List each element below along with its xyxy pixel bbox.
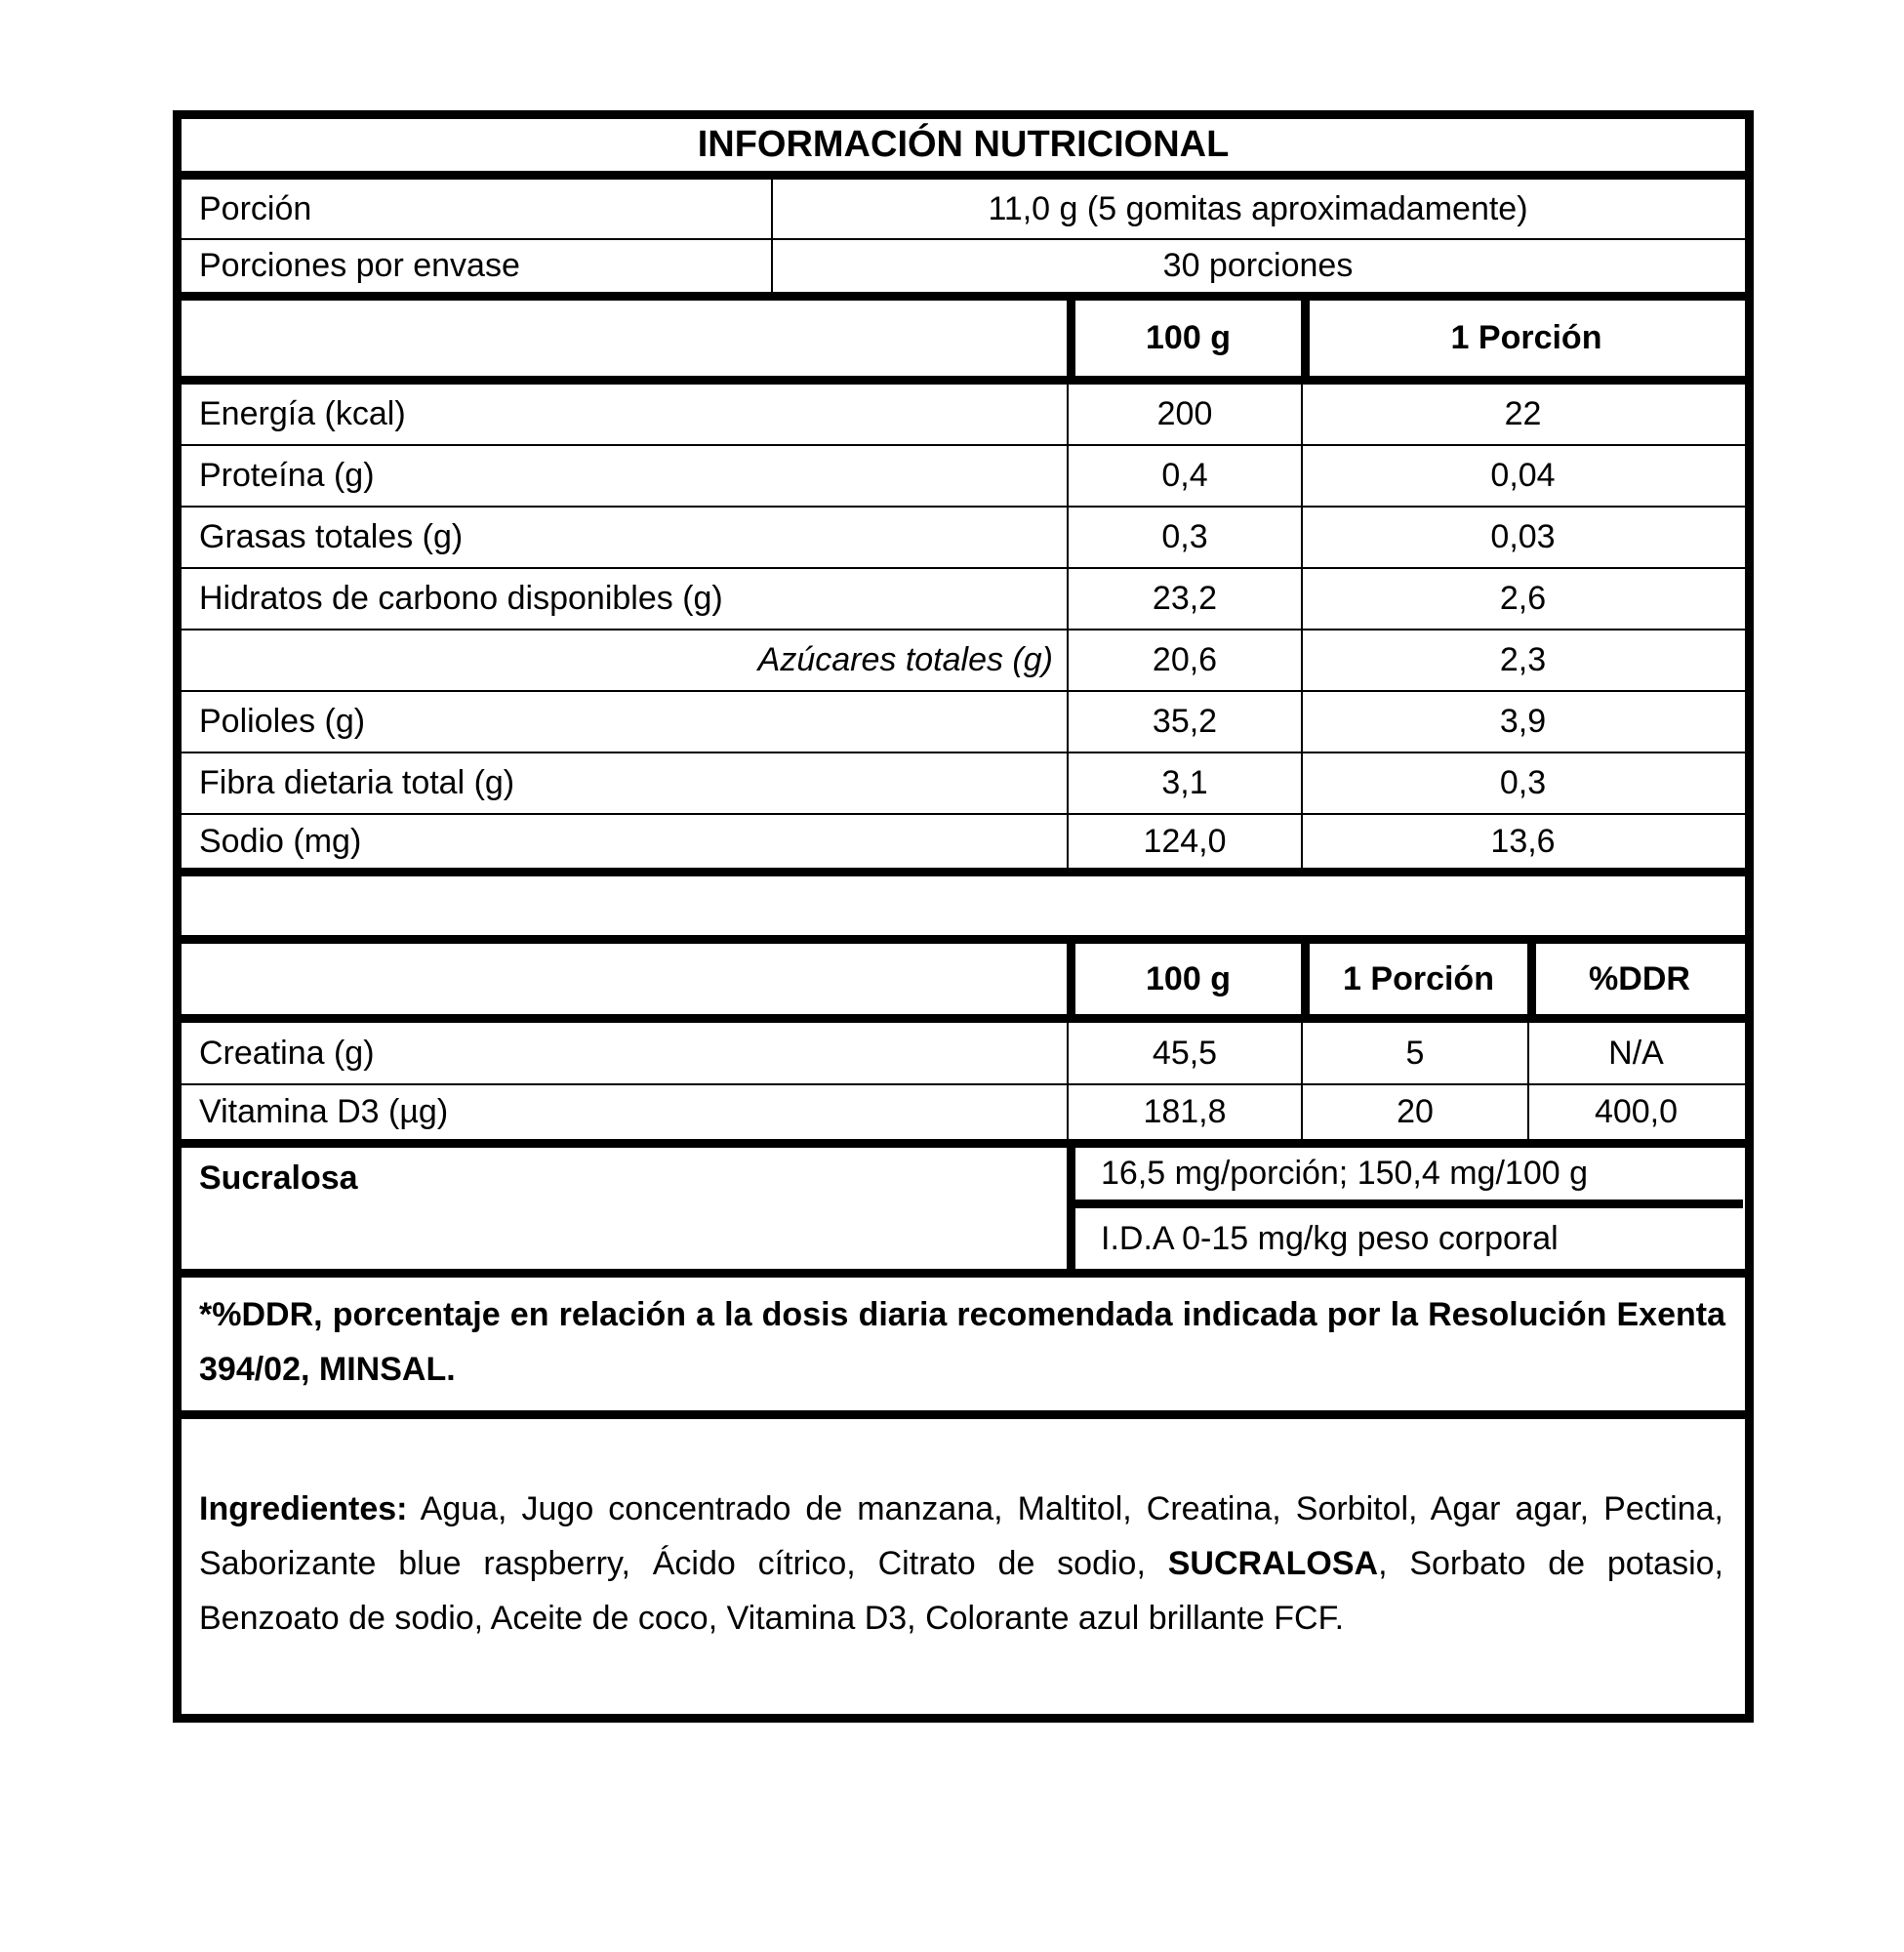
ingredients-paragraph: [182, 1419, 1745, 1714]
row-value-100g: 200: [1067, 385, 1301, 444]
table-row-proteina: [182, 446, 1745, 508]
row-value-porcion: 22: [1301, 385, 1743, 444]
portion-value: 11,0 g (5 gomitas aproximadamente): [771, 180, 1743, 238]
table-row-grasas: [182, 508, 1745, 569]
row-value-100g: 23,2: [1067, 569, 1301, 629]
table-row-vitamina-d3: [182, 1085, 1745, 1148]
ingredients-text-2: , Sorbato de potasio, Benzoato de sodio, Aceite de coco, Vitamina D3, Colorante azul brillante FCF.: [199, 1545, 1723, 1637]
ingredients-sucralosa-word: SUCRALOSA: [1167, 1545, 1379, 1582]
row-label: Polioles (g): [199, 703, 366, 740]
row-value-porcion: 13,6: [1301, 815, 1743, 868]
row-value-100g: 45,5: [1067, 1023, 1301, 1083]
row-label: Fibra dietaria total (g): [199, 764, 515, 801]
row-value-100g: 35,2: [1067, 692, 1301, 752]
row-value-100g: 3,1: [1067, 753, 1301, 813]
ingredients-text-1: Agua, Jugo concentrado de manzana, Maltitol, Creatina, Sorbitol, Agar agar, Pectina, Saborizante blue raspberry, Ácido cítrico, Citrato de sodio,: [199, 1490, 1723, 1582]
supplement-table-header: [182, 944, 1745, 1023]
row-label: Sodio (mg): [199, 822, 362, 860]
servings-per-pack-row: [182, 240, 1745, 301]
row-label: Creatina (g): [199, 1034, 375, 1072]
row-value-porcion: 0,03: [1301, 508, 1743, 567]
header-100g: 100 g: [1067, 944, 1301, 1014]
row-value-100g: 20,6: [1067, 630, 1301, 690]
table-row-fibra: [182, 753, 1745, 815]
row-value-porcion: 0,3: [1301, 753, 1743, 813]
row-value-100g: 124,0: [1067, 815, 1301, 868]
row-value-porcion: 3,9: [1301, 692, 1743, 752]
row-value-porcion: 0,04: [1301, 446, 1743, 506]
row-label: Proteína (g): [199, 457, 375, 494]
row-value-100g: 0,4: [1067, 446, 1301, 506]
servings-label: Porciones por envase: [199, 247, 520, 284]
table-row-energia: [182, 385, 1745, 446]
row-value-porcion: 2,6: [1301, 569, 1743, 629]
row-label: Energía (kcal): [199, 395, 406, 432]
sucralosa-block: [182, 1148, 1745, 1278]
table-row-sodio: [182, 815, 1745, 876]
table-row-azucares: [182, 630, 1745, 692]
row-value-porcion: 5: [1301, 1023, 1527, 1083]
row-label: Hidratos de carbono disponibles (g): [199, 580, 723, 617]
row-label: Vitamina D3 (µg): [199, 1093, 449, 1130]
header-100g: 100 g: [1067, 301, 1301, 376]
table-title: INFORMACIÓN NUTRICIONAL: [697, 124, 1230, 165]
portion-label: Porción: [199, 189, 312, 227]
row-value-100g: 0,3: [1067, 508, 1301, 567]
ingredients-label: Ingredientes:: [199, 1490, 408, 1527]
row-label: Azúcares totales (g): [757, 641, 1053, 678]
main-table-header: [182, 301, 1745, 385]
header-empty-cell: [182, 301, 1067, 376]
row-value-ddr: N/A: [1527, 1023, 1743, 1083]
table-row-creatina: [182, 1023, 1745, 1085]
portion-row: [182, 180, 1745, 240]
row-value-porcion: 2,3: [1301, 630, 1743, 690]
title-row: [182, 119, 1745, 180]
header-ddr: %DDR: [1527, 944, 1743, 1014]
table-row-hidratos: [182, 569, 1745, 630]
row-label: Grasas totales (g): [199, 518, 464, 555]
sucralosa-values: [1067, 1148, 1743, 1269]
row-value-ddr: 400,0: [1527, 1085, 1743, 1139]
ddr-footnote: *%DDR, porcentaje en relación a la dosis diaria recomendada indicada por la Resolución Exenta 394/02, MINSAL.: [182, 1278, 1745, 1419]
header-empty-cell: [182, 944, 1067, 1014]
spacer-row: [182, 876, 1745, 944]
servings-value: 30 porciones: [771, 240, 1743, 292]
nutrition-facts-table: [173, 110, 1754, 1723]
sucralosa-ida: I.D.A 0-15 mg/kg peso corporal: [1101, 1219, 1559, 1257]
header-1porcion: 1 Porción: [1301, 944, 1527, 1014]
row-value-porcion: 20: [1301, 1085, 1527, 1139]
sucralosa-label: Sucralosa: [199, 1159, 358, 1197]
sucralosa-amount: 16,5 mg/porción; 150,4 mg/100 g: [1075, 1148, 1743, 1208]
header-1porcion: 1 Porción: [1301, 301, 1743, 376]
row-value-100g: 181,8: [1067, 1085, 1301, 1139]
table-row-polioles: [182, 692, 1745, 753]
